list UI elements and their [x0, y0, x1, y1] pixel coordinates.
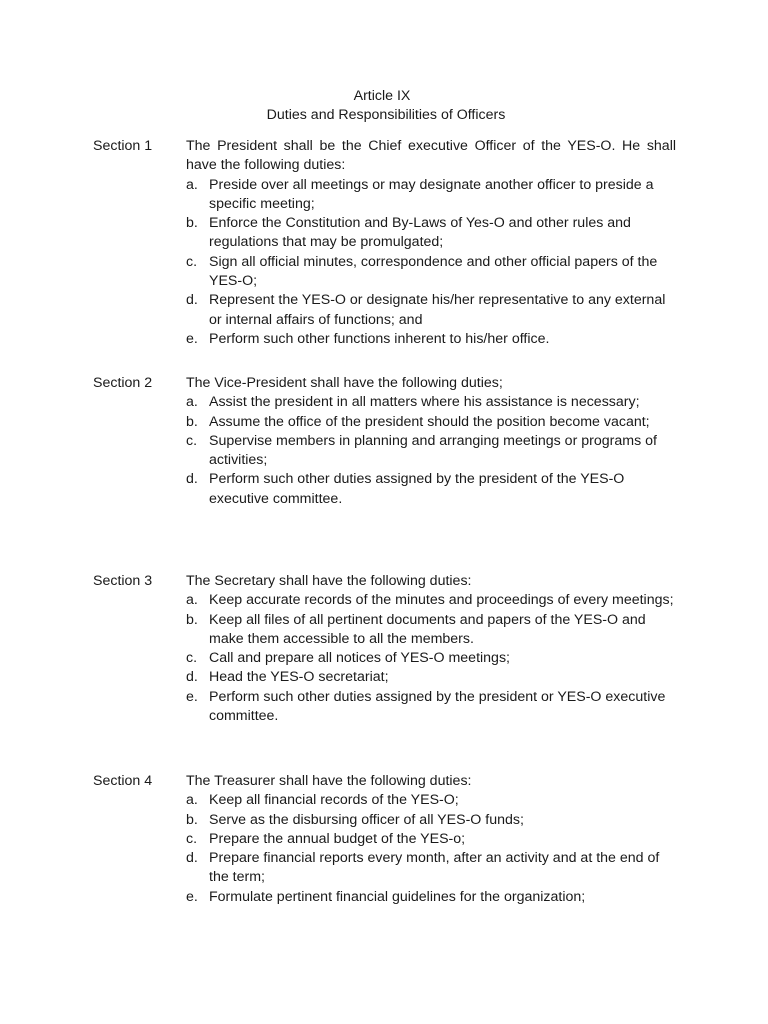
list-item-text: Perform such other duties assigned by the president or YES-O executive committee.: [209, 688, 666, 725]
duties-list: [186, 393, 676, 509]
section-intro: The Secretary shall have the following duties:: [186, 573, 472, 589]
list-marker: a.: [186, 592, 198, 609]
duties-list: [186, 591, 676, 726]
section-body: [186, 772, 676, 907]
list-item-text: Assume the office of the president should the position become vacant;: [209, 413, 650, 430]
list-item: [186, 470, 676, 509]
list-marker: d.: [186, 669, 198, 686]
section-body: [186, 374, 676, 509]
list-marker: d.: [186, 471, 198, 488]
list-marker: b.: [186, 413, 198, 430]
article-heading: [0, 87, 768, 125]
list-item: [186, 611, 676, 650]
list-item: [186, 291, 676, 330]
list-item-text: Prepare the annual budget of the YES-o;: [209, 830, 466, 847]
list-item-text: Preside over all meetings or may designate another officer to preside a specific meeting;: [209, 176, 654, 212]
list-item: [186, 688, 676, 727]
list-item-text: Sign all official minutes, correspondence and other official papers of the YES-O;: [209, 253, 665, 290]
list-item-text: Perform such other functions inherent to his/her office.: [209, 330, 550, 347]
list-item: [186, 253, 676, 292]
list-item-text: Enforce the Constitution and By-Laws of Yes-O and other rules and regulations that may be promulgated;: [209, 215, 631, 251]
list-marker: c.: [186, 650, 198, 667]
list-marker: d.: [186, 292, 198, 309]
list-item: [186, 413, 676, 432]
section-label: Section 2: [93, 375, 153, 391]
list-marker: d.: [186, 850, 198, 867]
list-marker: b.: [186, 611, 198, 628]
list-item-text: Keep all files of all pertinent documents and papers of the YES-O and make them accessible to all the members.: [209, 611, 646, 647]
section-intro: The President shall be the Chief executive Officer of the YES-O. He shall have the following duties:: [186, 138, 676, 174]
article-subtitle: Duties and Responsibilities of Officers: [266, 107, 506, 123]
list-item: [186, 668, 676, 687]
list-marker: b.: [186, 811, 198, 828]
list-item: [186, 176, 676, 215]
section-intro: The Vice-President shall have the following duties;: [186, 375, 503, 391]
list-item-text: Call and prepare all notices of YES-O meetings;: [209, 650, 510, 667]
list-item-text: Head the YES-O secretariat;: [209, 669, 389, 686]
list-marker: e.: [186, 888, 198, 905]
section-label: Section 4: [93, 773, 153, 789]
section-body: [186, 572, 676, 726]
list-item: [186, 649, 676, 668]
list-marker: a.: [186, 792, 198, 809]
list-item-text: Perform such other duties assigned by the president of the YES-O executive committee.: [209, 471, 625, 507]
article-title: Article IX: [353, 88, 411, 104]
list-item: [186, 432, 676, 471]
list-marker: e.: [186, 330, 198, 347]
list-item-text: Represent the YES-O or designate his/her representative to any external or internal affairs of functions; and: [209, 292, 666, 328]
section-intro: The Treasurer shall have the following duties:: [186, 773, 472, 789]
list-marker: c.: [186, 253, 198, 270]
list-marker: a.: [186, 176, 198, 193]
list-item: [186, 791, 676, 810]
duties-list: [186, 791, 676, 907]
list-item: [186, 214, 676, 253]
section-label: Section 3: [93, 573, 153, 589]
duties-list: [186, 176, 676, 350]
list-marker: b.: [186, 215, 198, 232]
list-item: [186, 888, 676, 907]
list-item-text: Supervise members in planning and arranging meetings or programs of activities;: [209, 432, 657, 469]
list-item: [186, 330, 676, 349]
list-item-text: Serve as the disbursing officer of all YES-O funds;: [209, 811, 524, 828]
list-marker: c.: [186, 830, 198, 847]
list-item-text: Keep all financial records of the YES-O;: [209, 792, 459, 809]
section-label: Section 1: [93, 138, 153, 154]
list-item: [186, 811, 676, 830]
list-item-text: Formulate pertinent financial guidelines for the organization;: [209, 888, 586, 905]
list-item: [186, 849, 676, 888]
list-item-text: Assist the president in all matters where his assistance is necessary;: [209, 394, 640, 411]
section-body: [186, 137, 676, 349]
list-item: [186, 830, 676, 849]
list-marker: e.: [186, 688, 198, 705]
list-marker: a.: [186, 394, 198, 411]
list-item-text: Keep accurate records of the minutes and proceedings of every meetings;: [209, 592, 674, 609]
list-item: [186, 591, 676, 610]
list-marker: c.: [186, 432, 198, 449]
list-item: [186, 393, 676, 412]
list-item-text: Prepare financial reports every month, after an activity and at the end of the term;: [209, 850, 660, 886]
